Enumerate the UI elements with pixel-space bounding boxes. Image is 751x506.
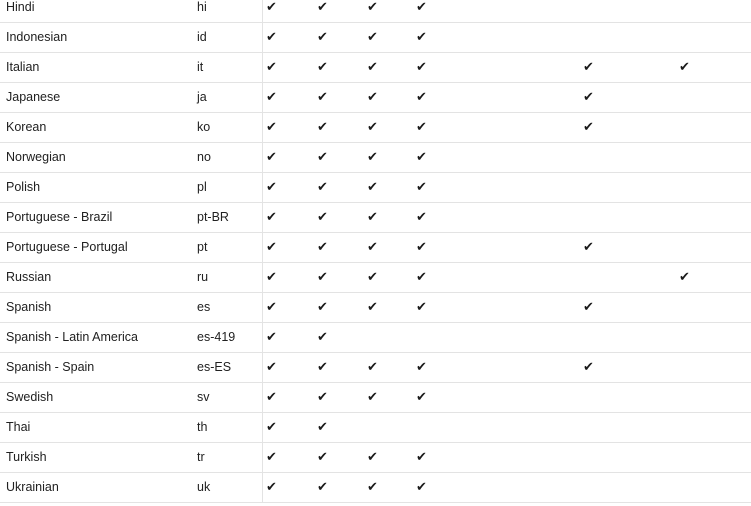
table-row [0,113,751,143]
checkmark-icon: ✔ [416,240,427,255]
table-row [0,143,751,173]
language-name: Norwegian [6,150,66,164]
language-code: sv [197,390,210,404]
checkmark-icon: ✔ [416,390,427,405]
column-divider [262,383,263,413]
language-code: es [197,300,211,314]
checkmark-icon: ✔ [583,90,594,105]
checkmark-icon: ✔ [416,120,427,135]
language-code: hi [197,0,207,14]
language-name: Korean [6,120,47,134]
checkmark-icon: ✔ [367,180,378,195]
checkmark-icon: ✔ [416,270,427,285]
checkmark-icon: ✔ [317,30,328,45]
table-row [0,233,751,263]
checkmark-icon: ✔ [367,30,378,45]
checkmark-icon: ✔ [679,60,690,75]
language-code: es-ES [197,360,232,374]
column-divider [262,53,263,83]
checkmark-icon: ✔ [317,240,328,255]
language-name: Italian [6,60,40,74]
checkmark-icon: ✔ [317,60,328,75]
checkmark-icon: ✔ [317,390,328,405]
checkmark-icon: ✔ [367,450,378,465]
checkmark-icon: ✔ [367,210,378,225]
table-row [0,0,751,23]
language-name: Spanish - Latin America [6,330,139,344]
language-code: tr [197,450,205,464]
checkmark-icon: ✔ [416,60,427,75]
checkmark-icon: ✔ [416,0,427,15]
checkmark-icon: ✔ [367,60,378,75]
language-code: ko [197,120,211,134]
checkmark-icon: ✔ [367,0,378,15]
language-name: Portuguese - Brazil [6,210,113,224]
language-name: Swedish [6,390,54,404]
column-divider [262,323,263,353]
table-row [0,353,751,383]
checkmark-icon: ✔ [679,270,690,285]
checkmark-icon: ✔ [266,150,277,165]
language-code: ru [197,270,209,284]
checkmark-icon: ✔ [583,240,594,255]
language-name: Spanish - Spain [6,360,95,374]
column-divider [262,263,263,293]
checkmark-icon: ✔ [416,210,427,225]
checkmark-icon: ✔ [317,480,328,495]
language-name: Japanese [6,90,61,104]
column-divider [262,143,263,173]
language-name: Hindi [6,0,35,14]
checkmark-icon: ✔ [367,150,378,165]
checkmark-icon: ✔ [266,300,277,315]
checkmark-icon: ✔ [416,450,427,465]
language-name: Ukrainian [6,480,59,494]
language-code: ja [197,90,207,104]
checkmark-icon: ✔ [416,90,427,105]
checkmark-icon: ✔ [416,360,427,375]
checkmark-icon: ✔ [367,90,378,105]
checkmark-icon: ✔ [317,270,328,285]
checkmark-icon: ✔ [317,330,328,345]
column-divider [262,83,263,113]
table-row [0,53,751,83]
checkmark-icon: ✔ [266,330,277,345]
checkmark-icon: ✔ [583,60,594,75]
table-row [0,203,751,233]
checkmark-icon: ✔ [317,180,328,195]
checkmark-icon: ✔ [367,270,378,285]
language-name: Spanish [6,300,52,314]
checkmark-icon: ✔ [266,60,277,75]
checkmark-icon: ✔ [266,180,277,195]
checkmark-icon: ✔ [367,390,378,405]
checkmark-icon: ✔ [367,120,378,135]
table-row [0,413,751,443]
checkmark-icon: ✔ [416,150,427,165]
checkmark-icon: ✔ [266,0,277,15]
checkmark-icon: ✔ [367,480,378,495]
table-row [0,443,751,473]
checkmark-icon: ✔ [317,150,328,165]
checkmark-icon: ✔ [266,420,277,435]
language-code: es-419 [197,330,236,344]
checkmark-icon: ✔ [317,360,328,375]
checkmark-icon: ✔ [367,300,378,315]
checkmark-icon: ✔ [367,240,378,255]
checkmark-icon: ✔ [583,120,594,135]
language-name: Polish [6,180,41,194]
table-row [0,473,751,503]
table-row [0,293,751,323]
checkmark-icon: ✔ [317,450,328,465]
column-divider [262,23,263,53]
language-name: Indonesian [6,30,68,44]
checkmark-icon: ✔ [583,300,594,315]
table-row [0,323,751,353]
checkmark-icon: ✔ [367,360,378,375]
checkmark-icon: ✔ [266,30,277,45]
checkmark-icon: ✔ [266,240,277,255]
checkmark-icon: ✔ [266,450,277,465]
column-divider [262,413,263,443]
column-divider [262,203,263,233]
checkmark-icon: ✔ [266,390,277,405]
column-divider [262,233,263,263]
table-row [0,23,751,53]
column-divider [262,443,263,473]
checkmark-icon: ✔ [317,120,328,135]
checkmark-icon: ✔ [266,270,277,285]
column-divider [262,473,263,503]
language-code: no [197,150,211,164]
language-name: Portuguese - Portugal [6,240,128,254]
language-name: Russian [6,270,52,284]
language-code: th [197,420,208,434]
checkmark-icon: ✔ [416,300,427,315]
checkmark-icon: ✔ [266,120,277,135]
language-name: Turkish [6,450,47,464]
language-name: Thai [6,420,31,434]
table-row [0,173,751,203]
table-row [0,83,751,113]
language-code: uk [197,480,211,494]
language-code: pt [197,240,208,254]
checkmark-icon: ✔ [583,360,594,375]
column-divider [262,113,263,143]
checkmark-icon: ✔ [317,0,328,15]
table-row [0,383,751,413]
checkmark-icon: ✔ [416,180,427,195]
column-divider [262,0,263,23]
checkmark-icon: ✔ [317,90,328,105]
checkmark-icon: ✔ [317,210,328,225]
column-divider [262,173,263,203]
column-divider [262,353,263,383]
checkmark-icon: ✔ [317,300,328,315]
checkmark-icon: ✔ [416,30,427,45]
checkmark-icon: ✔ [266,360,277,375]
checkmark-icon: ✔ [317,420,328,435]
language-code: pl [197,180,207,194]
language-code: it [197,60,204,74]
table-row [0,263,751,293]
language-code: pt-BR [197,210,229,224]
language-code: id [197,30,207,44]
checkmark-icon: ✔ [266,480,277,495]
checkmark-icon: ✔ [266,90,277,105]
checkmark-icon: ✔ [266,210,277,225]
checkmark-icon: ✔ [416,480,427,495]
column-divider [262,293,263,323]
